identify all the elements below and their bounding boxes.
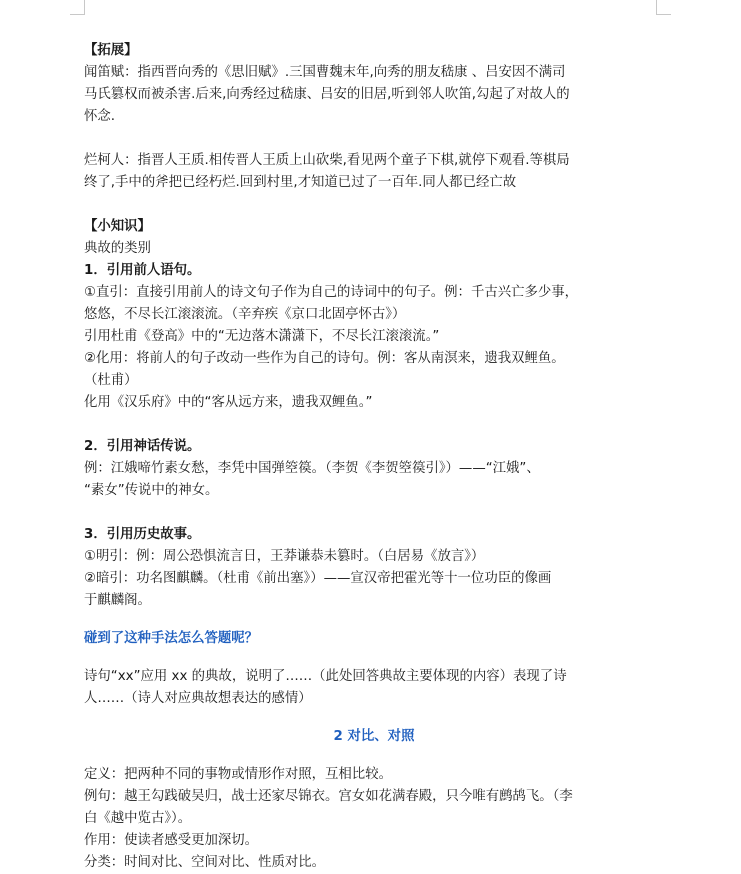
page-corner-mark-left (70, 0, 85, 15)
text-line: 人……（诗人对应典故想表达的感情） (84, 691, 312, 706)
section-3-title: 3．引用历史故事。 (84, 527, 201, 542)
section-2-body (84, 458, 664, 502)
contrast-section-title: 2 对比、对照 (333, 729, 415, 744)
section-3-body (84, 546, 664, 612)
text-line: 终了,手中的斧把已经朽烂.回到村里,才知道已过了一百年.同人都已经亡故 (84, 175, 517, 190)
text-line: “素女”传说中的神女。 (84, 483, 219, 498)
section-1-title: 1．引用前人语句。 (84, 263, 201, 278)
text-line: ①直引：直接引用前人的诗文句子作为自己的诗词中的句子。例：千古兴亡多少事， (84, 285, 579, 300)
text-line: 于麒麟阁。 (84, 593, 151, 608)
text-line: （杜甫） (84, 373, 138, 388)
text-line: 引用杜甫《登高》中的“无边落木潇潇下，不尽长江滚滚流。” (84, 329, 440, 344)
tips-heading: 【小知识】 (84, 219, 151, 234)
page-corner-mark-right (656, 0, 671, 15)
lanke-paragraph (84, 150, 664, 194)
answer-question: 碰到了这种手法怎么答题呢？ (84, 631, 259, 646)
text-line: 例句：越王勾践破吴归，战士还家尽锦衣。宫女如花满春殿，只今唯有鹧鸪飞。（李 (84, 789, 573, 804)
text-line: 化用《汉乐府》中的“客从远方来，遗我双鲤鱼。” (84, 395, 373, 410)
text-line: 马氏篡权而被杀害.后来,向秀经过嵇康、吕安的旧居,听到邻人吹笛,勾起了对故人的 (84, 87, 570, 102)
document-body (84, 40, 664, 874)
text-line: 定义：把两种不同的事物或情形作对照，互相比较。 (84, 767, 392, 782)
text-line: 作用：使读者感受更加深切。 (84, 833, 259, 848)
text-line: 例：江娥啼竹素女愁，李凭中国弹箜篌。（李贺《李贺箜篌引》）——“江娥”、 (84, 461, 540, 476)
text-line: 怀念. (84, 109, 116, 124)
contrast-body (84, 764, 664, 874)
text-line: ②化用：将前人的句子改动一些作为自己的诗句。例：客从南溟来，遗我双鲤鱼。 (84, 351, 565, 366)
text-line: 白《越中览古》）。 (84, 811, 192, 826)
text-line: ①明引：例：周公恐惧流言日，王莽谦恭未篡时。（白居易《放言》） (84, 549, 485, 564)
dizhifu-paragraph (84, 62, 664, 128)
text-line: 分类：时间对比、空间对比、性质对比。 (84, 855, 326, 870)
text-line: ②暗引：功名图麒麟。（杜甫《前出塞》）——宣汉帝把霍光等十一位功臣的像画 (84, 571, 552, 586)
section-1-body (84, 282, 664, 414)
text-line: 诗句“xx”应用 xx 的典故，说明了……（此处回答典故主要体现的内容）表现了诗 (84, 669, 567, 684)
tips-subtitle: 典故的类别 (84, 241, 151, 256)
section-2-title: 2．引用神话传说。 (84, 439, 201, 454)
expand-heading: 【拓展】 (84, 43, 138, 58)
text-line: 烂柯人：指晋人王质.相传晋人王质上山砍柴,看见两个童子下棋,就停下观看.等棋局 (84, 153, 570, 168)
text-line: 闻笛赋：指西晋向秀的《思旧赋》.三国曹魏末年,向秀的朋友嵇康 、吕安因不满司 (84, 65, 566, 80)
text-line: 悠悠，不尽长江滚滚流。（辛弃疾《京口北固亭怀古》） (84, 307, 406, 322)
answer-template (84, 666, 664, 710)
